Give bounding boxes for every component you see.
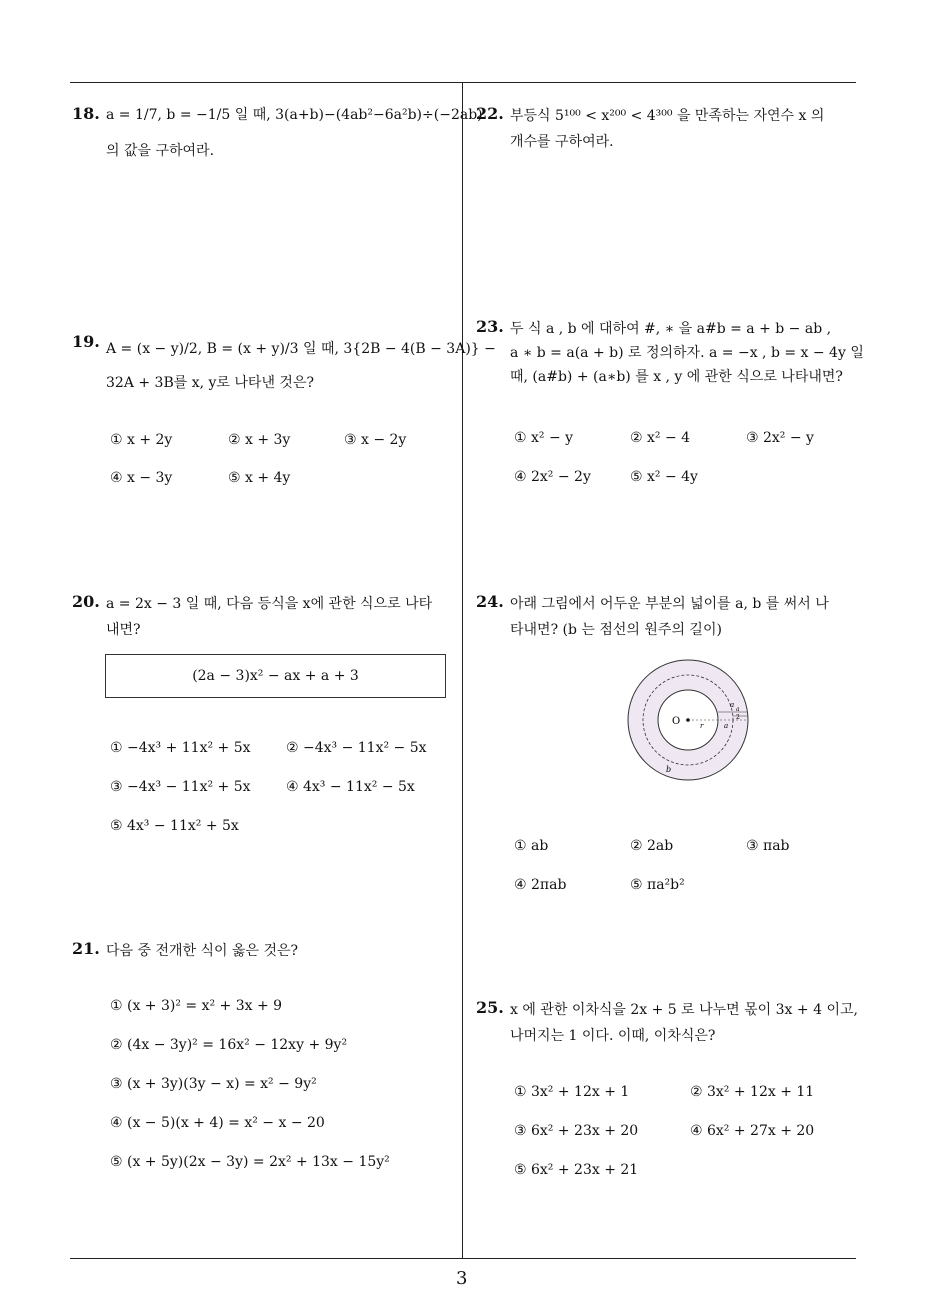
question-text [510, 105, 824, 153]
question-number: 23. [476, 317, 504, 336]
option-4[interactable]: ④ (x − 5)(x + 4) = x² − x − 20 [110, 1115, 325, 1131]
option-4[interactable]: ④ 6x² + 27x + 20 [690, 1123, 815, 1139]
option-1[interactable]: ① 3x² + 12x + 1 [514, 1084, 630, 1100]
question-line: 32A + 3B를 x, y로 나타낸 것은? [106, 375, 314, 391]
question-line: 의 값을 구하여라. [106, 143, 215, 159]
question-line: 다음 중 전개한 식이 옳은 것은? [106, 943, 299, 959]
question-line: 나머지는 1 이다. 이때, 이차식은? [510, 1028, 716, 1044]
option-3[interactable]: ③ −4x³ − 11x² + 5x [110, 779, 251, 795]
option-2[interactable]: ② (4x − 3y)² = 16x² − 12xy + 9y² [110, 1037, 348, 1053]
question-line: a ∗ b = a(a + b) 로 정의하자. a = −x , b = x − 4y 일 [510, 345, 864, 361]
option-1[interactable]: ① −4x³ + 11x² + 5x [110, 740, 251, 756]
option-4[interactable]: ④ 4x³ − 11x² − 5x [286, 779, 415, 795]
option-2[interactable]: ② x + 3y [228, 432, 291, 448]
question-number: 19. [72, 332, 100, 351]
question-text [510, 318, 864, 388]
page-number: 3 [456, 1268, 468, 1289]
question-line: a = 1/7, b = −1/5 일 때, 3(a+b)−(4ab²−6a²b)÷(−2ab) [106, 107, 483, 123]
option-4[interactable]: ④ 2x² − 2y [514, 469, 591, 485]
figure-label-b: b [666, 765, 672, 774]
option-3[interactable]: ③ (x + 3y)(3y − x) = x² − 9y² [110, 1076, 317, 1092]
question-line: 개수를 구하여라. [510, 134, 614, 150]
question-text [106, 104, 483, 162]
column-divider [462, 82, 463, 1258]
option-1[interactable]: ① ab [514, 838, 549, 854]
question-number: 21. [72, 939, 100, 958]
question-line: 아래 그림에서 어두운 부분의 넓이를 a, b 를 써서 나 [510, 596, 829, 612]
figure-label-center: O [672, 716, 681, 727]
figure-label-half-den: 2 [736, 714, 740, 721]
question-number: 24. [476, 592, 504, 611]
option-2[interactable]: ② 2ab [630, 838, 674, 854]
option-3[interactable]: ③ x − 2y [344, 432, 407, 448]
question-text [106, 940, 298, 962]
option-1[interactable]: ① x + 2y [110, 432, 173, 448]
question-text [510, 593, 829, 641]
option-1[interactable]: ① (x + 3)² = x² + 3x + 9 [110, 998, 283, 1014]
option-4[interactable]: ④ 2πab [514, 877, 567, 893]
option-5[interactable]: ⑤ πa²b² [630, 877, 685, 893]
question-text [106, 338, 496, 394]
question-number: 22. [476, 104, 504, 123]
question-number: 20. [72, 592, 100, 611]
option-5[interactable]: ⑤ x² − 4y [630, 469, 698, 485]
question-number: 25. [476, 998, 504, 1017]
question-number: 18. [72, 104, 100, 123]
question-line: 부등식 5¹⁰⁰ < x²⁰⁰ < 4³⁰⁰ 을 만족하는 자연수 x 의 [510, 108, 825, 124]
figure-label-half-num: a [736, 706, 740, 713]
expression-box: (2a − 3)x² − ax + a + 3 [105, 654, 446, 698]
figure-label-a-bottom: a [724, 722, 729, 730]
question-line: 두 식 a , b 에 대하여 #, ∗ 을 a#b = a + b − ab , [510, 321, 832, 337]
option-5[interactable]: ⑤ 4x³ − 11x² + 5x [110, 818, 239, 834]
question-line: 때, (a#b) + (a∗b) 를 x , y 에 관한 식으로 나타내면? [510, 369, 843, 385]
question-line: 내면? [106, 622, 141, 638]
question-text [106, 593, 432, 641]
question-line: x 에 관한 이차식을 2x + 5 로 나누면 몫이 3x + 4 이고, [510, 1002, 858, 1018]
bottom-rule [70, 1258, 856, 1259]
option-5[interactable]: ⑤ 6x² + 23x + 21 [514, 1162, 639, 1178]
option-2[interactable]: ② −4x³ − 11x² − 5x [286, 740, 427, 756]
figure-label-a-top: a [730, 701, 735, 709]
option-3[interactable]: ③ 6x² + 23x + 20 [514, 1123, 639, 1139]
option-4[interactable]: ④ x − 3y [110, 470, 173, 486]
question-line: a = 2x − 3 일 때, 다음 등식을 x에 관한 식으로 나타 [106, 596, 433, 612]
figure-label-r: r [700, 722, 704, 730]
question-line: 타내면? (b 는 점선의 원주의 길이) [510, 622, 722, 638]
option-2[interactable]: ② 3x² + 12x + 11 [690, 1084, 815, 1100]
option-3[interactable]: ③ πab [746, 838, 790, 854]
top-rule [70, 82, 856, 83]
option-5[interactable]: ⑤ x + 4y [228, 470, 291, 486]
option-2[interactable]: ② x² − 4 [630, 430, 691, 446]
option-5[interactable]: ⑤ (x + 5y)(2x − 3y) = 2x² + 13x − 15y² [110, 1154, 390, 1170]
option-1[interactable]: ① x² − y [514, 430, 574, 446]
question-text [510, 999, 858, 1047]
annulus-figure [620, 656, 760, 786]
question-line: A = (x − y)/2, B = (x + y)/3 일 때, 3{2B − 4(B − 3A)} − [106, 341, 496, 357]
option-3[interactable]: ③ 2x² − y [746, 430, 814, 446]
